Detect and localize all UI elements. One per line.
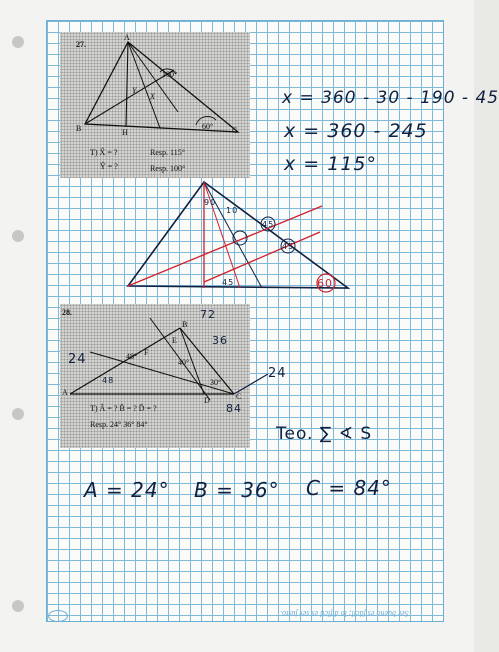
p28-question: T) Â = ? B̂ = ? D̂ = ? bbox=[90, 404, 157, 413]
problem-27-number: 27. bbox=[76, 40, 86, 49]
tri-label-10: 10 bbox=[226, 206, 239, 215]
tri-label-90: 90 bbox=[204, 198, 217, 207]
p28-response: Resp. 24° 36° 84° bbox=[90, 420, 148, 429]
equation-line-3: x = 115° bbox=[284, 153, 378, 175]
p28-vertex-a: A bbox=[62, 388, 68, 397]
equation-line-2: x = 360 - 245 bbox=[284, 120, 428, 142]
answer-y: Resp. 100° bbox=[150, 164, 186, 173]
p28-vertex-b: B bbox=[182, 320, 188, 329]
mark-84: 84 bbox=[226, 402, 242, 415]
vertex-a: A bbox=[124, 33, 130, 42]
var-x: X bbox=[150, 92, 155, 101]
angle-60: 60° bbox=[202, 122, 214, 131]
mark-24-right: 24 bbox=[268, 366, 287, 381]
p28-vertex-f: F bbox=[144, 348, 149, 357]
vertex-b: B bbox=[76, 124, 82, 133]
tri-label-45-a: 45 bbox=[262, 220, 275, 229]
question-x: T) X̂ = ? bbox=[90, 148, 118, 157]
tri-label-45-b: 45 bbox=[282, 242, 295, 251]
problem-28-number: 28. bbox=[62, 308, 72, 317]
var-y: Y bbox=[132, 86, 137, 95]
tri-label-45-c: 45 bbox=[222, 278, 235, 287]
p28-angle-40: 40° bbox=[178, 358, 190, 367]
p28-vertex-d: D bbox=[204, 396, 210, 405]
angle-100: 100° bbox=[162, 70, 178, 79]
answer-b: B = 36° bbox=[194, 478, 280, 502]
p28-angle-48: 48° bbox=[126, 352, 138, 361]
mark-72: 72 bbox=[200, 308, 216, 321]
question-y: Ŷ = ? bbox=[100, 162, 118, 171]
theorem-note: Teo. ∑ ∢ S bbox=[276, 424, 373, 444]
answer-a: A = 24° bbox=[84, 478, 170, 502]
equation-line-1: x = 360 - 30 - 190 - 45 bbox=[282, 88, 499, 108]
mark-48: 48 bbox=[102, 376, 115, 385]
answer-x: Resp. 115° bbox=[150, 148, 185, 157]
footer-quote: Ser bueno es fácil; lo difícil es ser justo. bbox=[280, 609, 409, 618]
answer-c: C = 84° bbox=[306, 476, 392, 500]
brand-logo bbox=[48, 610, 68, 622]
vertex-c: C bbox=[232, 126, 238, 135]
p28-angle-30: 30° bbox=[210, 378, 222, 387]
p28-vertex-e: E bbox=[172, 336, 177, 345]
tri-label-60: 60 bbox=[317, 277, 333, 290]
mark-36: 36 bbox=[212, 334, 228, 347]
p28-vertex-c: C bbox=[236, 392, 242, 401]
mark-24-left: 24 bbox=[68, 352, 87, 367]
vertex-h: H bbox=[122, 128, 128, 137]
